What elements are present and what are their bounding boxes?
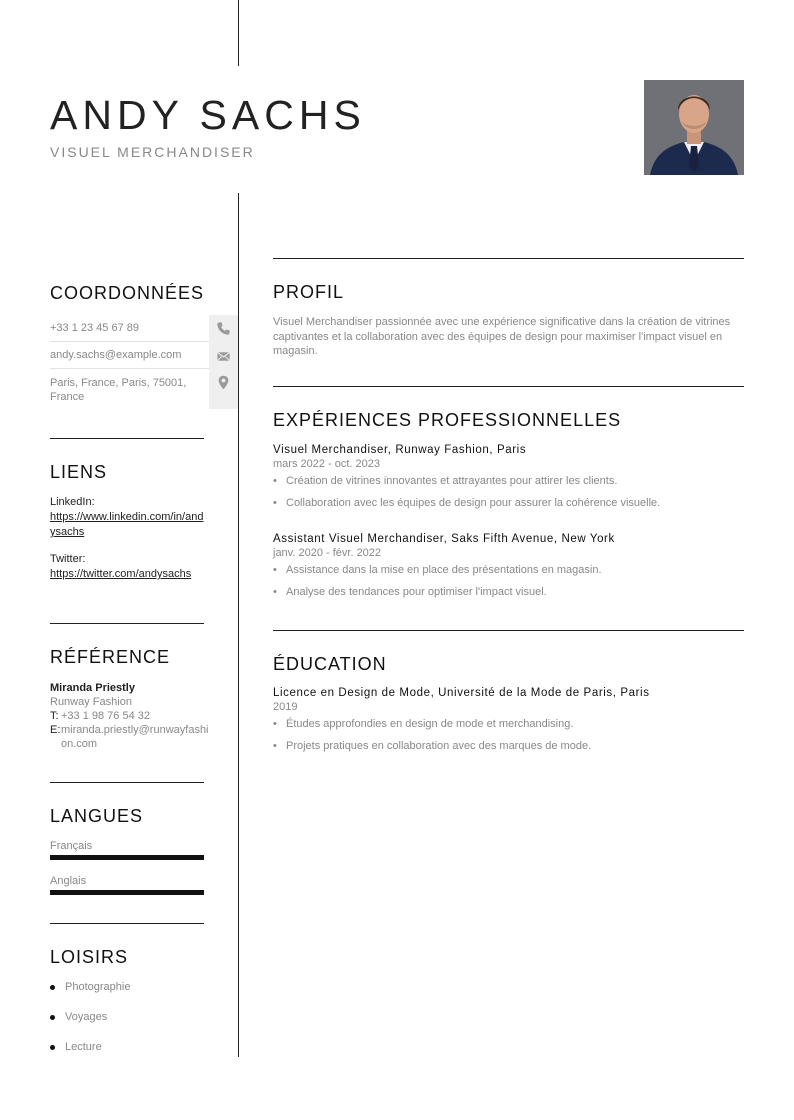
contact-icon-strip: [209, 315, 238, 409]
education-dates: 2019: [273, 701, 298, 713]
divider-languages: [50, 782, 204, 783]
reference-email: miranda.priestly@runwayfashion.com: [61, 724, 209, 750]
reference-phone-label: T:: [50, 710, 59, 722]
divider-experience: [273, 386, 744, 387]
location-pin-icon: [216, 375, 231, 390]
experience-bullet: [273, 474, 744, 488]
contact-phone: +33 1 23 45 67 89: [50, 322, 139, 334]
bullet-dot-icon: •: [273, 740, 277, 752]
experience-section-title: EXPÉRIENCES PROFESSIONNELLES: [273, 410, 622, 430]
reference-company: Runway Fashion: [50, 696, 132, 708]
language-name: Anglais: [50, 875, 87, 887]
profile-section-title: PROFIL: [273, 282, 345, 302]
experience-bullet: [273, 496, 744, 510]
experience-bullet-text: Assistance dans la mise en place des présentations en magasin.: [286, 564, 602, 576]
language-level-bar: [50, 890, 204, 895]
language-level-bar: [50, 855, 204, 860]
experience-dates: janv. 2020 - févr. 2022: [273, 547, 382, 559]
divider-reference: [50, 623, 204, 624]
experience-bullet: [273, 585, 744, 599]
bullet-dot-icon: •: [273, 586, 277, 598]
profile-photo-illustration: [644, 80, 744, 175]
reference-email-label: E:: [50, 724, 61, 736]
candidate-name: ANDY SACHS: [50, 92, 366, 138]
link-twitter: [50, 552, 208, 582]
candidate-job-title: VISUEL MERCHANDISER: [50, 144, 255, 160]
divider-hobbies: [50, 923, 204, 924]
reference-phone-line: [50, 709, 210, 723]
education-title: Licence en Design de Mode, Université de la Mode de Paris, Paris: [273, 687, 650, 699]
link-linkedin-url[interactable]: https://www.linkedin.com/in/andysachs: [50, 511, 204, 538]
link-linkedin: [50, 495, 208, 540]
bullet-dot-icon: [50, 1045, 55, 1050]
experience-bullet-text: Collaboration avec les équipes de design pour assurer la cohérence visuelle.: [286, 497, 661, 509]
contact-email: andy.sachs@example.com: [50, 349, 182, 361]
experience-entry: [273, 533, 744, 607]
experience-title: Visuel Merchandiser, Runway Fashion, Paris: [273, 444, 527, 456]
hobby-label: Photographie: [65, 981, 131, 993]
hobby-item: [50, 1041, 102, 1053]
profile-summary: Visuel Merchandiser passionnée avec une expérience significative dans la création de vitrines captivantes et la collaboration avec des équipes de design pour maximiser l'impact visuel en magasin.: [273, 316, 731, 357]
bullet-dot-icon: •: [273, 718, 277, 730]
education-bullet-text: Projets pratiques en collaboration avec des marques de mode.: [286, 740, 592, 752]
bullet-dot-icon: [50, 1015, 55, 1020]
reference-block: [50, 681, 210, 751]
bullet-dot-icon: [50, 985, 55, 990]
top-divider-line: [238, 0, 239, 66]
hobby-item: [50, 1011, 107, 1023]
language-item: [50, 875, 204, 895]
phone-icon: [216, 321, 231, 336]
experience-bullets: [273, 474, 744, 510]
education-bullet: [273, 739, 744, 753]
education-bullet-text: Études approfondies en design de mode et merchandising.: [286, 718, 574, 730]
experience-title: Assistant Visuel Merchandiser, Saks Fifth Avenue, New York: [273, 533, 615, 545]
languages-section-title: LANGUES: [50, 806, 144, 826]
profile-photo: [644, 80, 744, 175]
experience-bullet: [273, 563, 744, 577]
divider-education: [273, 630, 744, 631]
reference-section-title: RÉFÉRENCE: [50, 647, 171, 667]
experience-bullet-text: Création de vitrines innovantes et attrayantes pour attirer les clients.: [286, 475, 618, 487]
language-item: [50, 840, 204, 860]
bullet-dot-icon: •: [273, 475, 277, 487]
divider-profile: [273, 258, 744, 259]
bullet-dot-icon: •: [273, 497, 277, 509]
link-linkedin-label: LinkedIn:: [50, 496, 95, 508]
experience-bullet-text: Analyse des tendances pour optimiser l'impact visuel.: [286, 586, 547, 598]
divider-liens: [50, 438, 204, 439]
experience-entry: [273, 444, 744, 518]
links-section-title: LIENS: [50, 462, 108, 482]
hobby-label: Lecture: [65, 1041, 102, 1053]
education-entry: [273, 687, 744, 761]
contact-section-title: COORDONNÉES: [50, 283, 205, 303]
contact-address: Paris, France, Paris, 75001, France: [50, 377, 187, 403]
link-twitter-url[interactable]: https://twitter.com/andysachs: [50, 568, 192, 580]
column-divider-line: [238, 193, 239, 1057]
hobbies-section-title: LOISIRS: [50, 947, 129, 967]
reference-phone: +33 1 98 76 54 32: [61, 710, 150, 722]
experience-dates: mars 2022 - oct. 2023: [273, 458, 381, 470]
experience-bullets: [273, 563, 744, 599]
hobby-label: Voyages: [65, 1011, 108, 1023]
education-bullets: [273, 717, 744, 753]
education-bullet: [273, 717, 744, 731]
bullet-dot-icon: •: [273, 564, 277, 576]
envelope-icon: [216, 349, 231, 364]
hobby-item: [50, 981, 130, 993]
link-twitter-label: Twitter:: [50, 553, 86, 565]
language-name: Français: [50, 840, 93, 852]
education-section-title: ÉDUCATION: [273, 654, 387, 674]
reference-email-line: [50, 723, 210, 751]
reference-name: Miranda Priestly: [50, 682, 135, 694]
